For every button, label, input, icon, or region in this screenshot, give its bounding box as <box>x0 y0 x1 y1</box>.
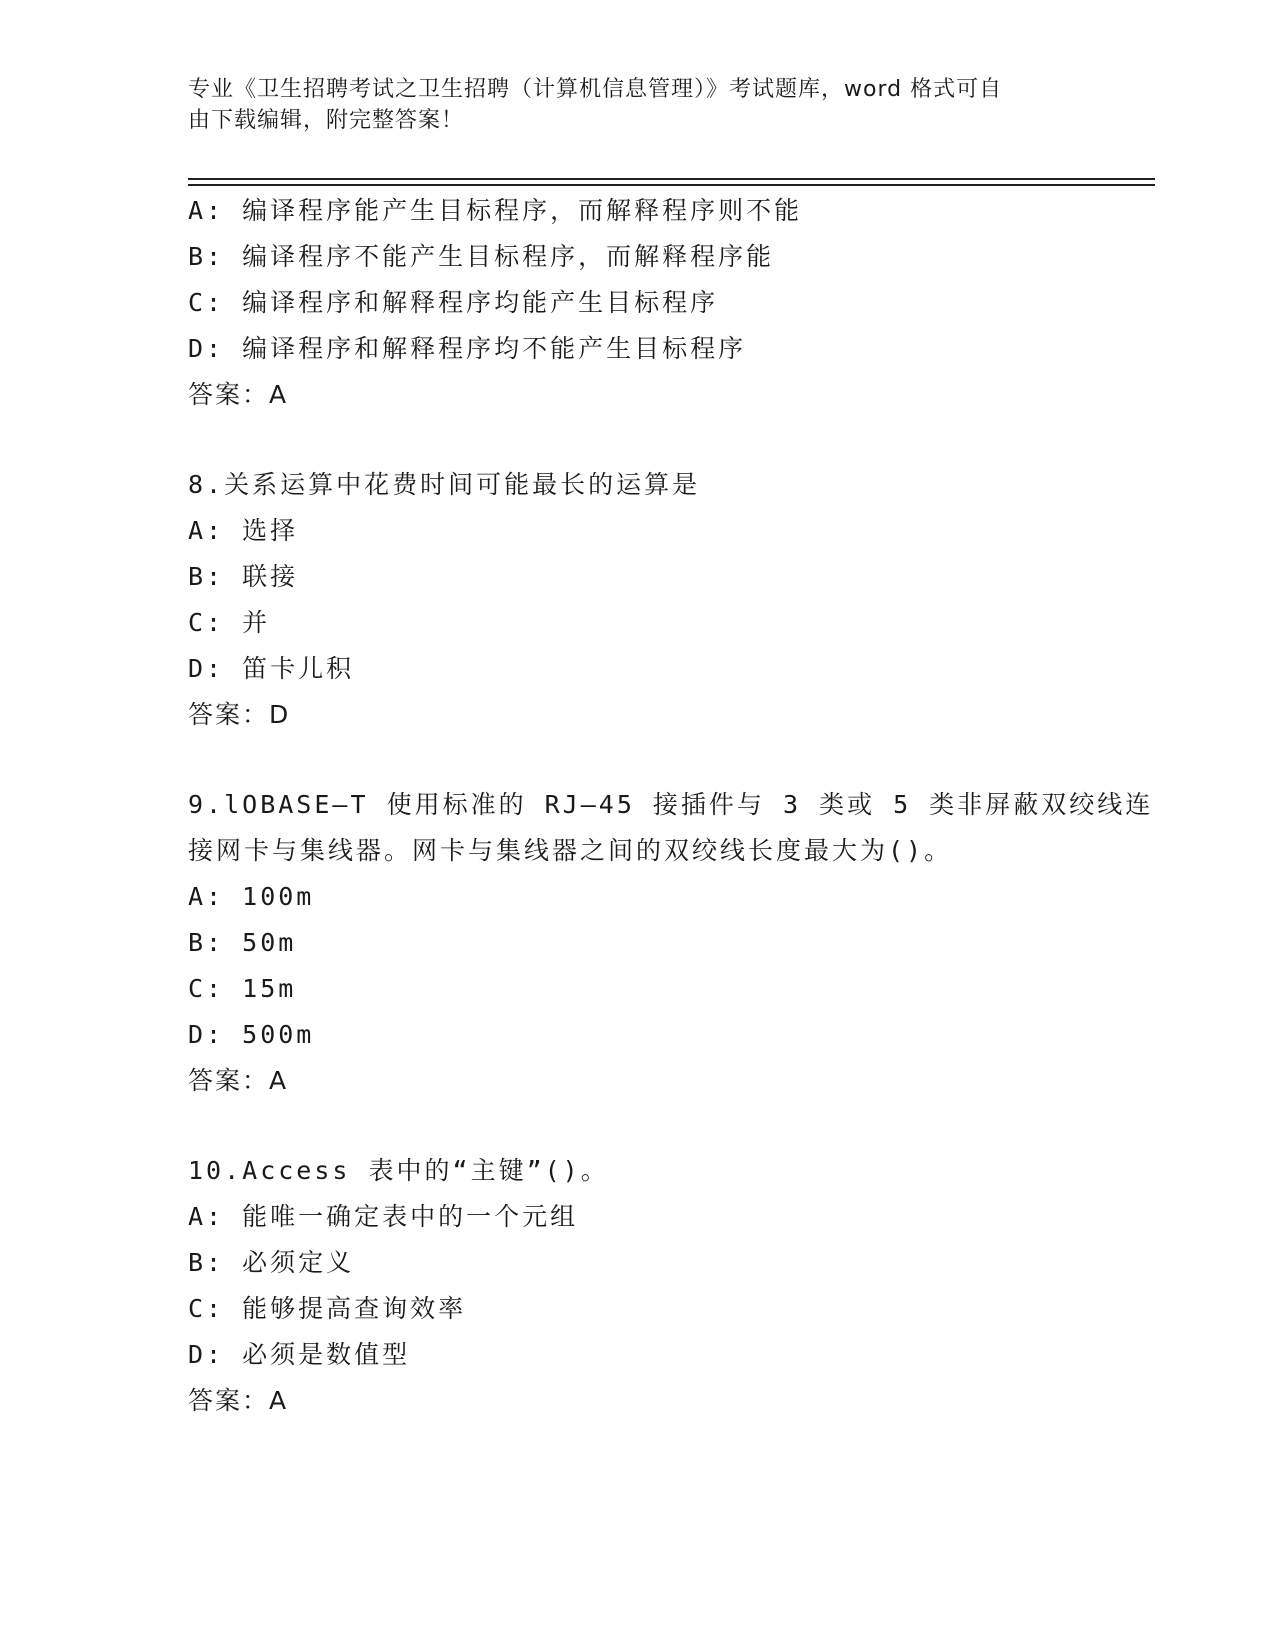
answer: 答案：A <box>188 380 289 409</box>
option-d: D: 500m <box>188 1020 315 1049</box>
option-a: A: 100m <box>188 882 315 911</box>
spacer <box>188 418 1088 462</box>
question-10 <box>188 1148 1088 1424</box>
header-line-2: 由下载编辑，附完整答案！ <box>188 108 465 133</box>
header-divider-bottom <box>188 184 1155 186</box>
option-a: A: 编译程序能产生目标程序，而解释程序则不能 <box>188 196 803 225</box>
question-text: 8.关系运算中花费时间可能最长的运算是 <box>188 470 701 499</box>
option-d: D: 编译程序和解释程序均不能产生目标程序 <box>188 334 747 363</box>
option-c: C: 编译程序和解释程序均能产生目标程序 <box>188 288 719 317</box>
question-text: 10.Access 表中的“主键”()。 <box>188 1156 609 1185</box>
question-text-line-1: 9.lOBASE—T 使用标准的 RJ—45 接插件与 3 类或 5 类非屏蔽双绞线连 <box>188 790 1154 819</box>
header-divider-top <box>188 178 1155 180</box>
question-text-line-2: 接网卡与集线器。网卡与集线器之间的双绞线长度最大为()。 <box>188 836 953 865</box>
question-9 <box>188 782 1154 1104</box>
question-7 <box>188 188 1088 418</box>
answer: 答案：A <box>188 1066 289 1095</box>
option-b: B: 50m <box>188 928 297 957</box>
question-list <box>188 188 1154 1424</box>
option-c: C: 能够提高查询效率 <box>188 1294 467 1323</box>
document-header <box>188 74 1068 136</box>
option-b: B: 编译程序不能产生目标程序，而解释程序能 <box>188 242 775 271</box>
answer: 答案：A <box>188 1386 289 1415</box>
option-b: B: 必须定义 <box>188 1248 355 1277</box>
option-c: C: 15m <box>188 974 297 1003</box>
option-a: A: 能唯一确定表中的一个元组 <box>188 1202 579 1231</box>
answer: 答案：D <box>188 700 291 729</box>
question-8 <box>188 462 1088 738</box>
header-line-1: 专业《卫生招聘考试之卫生招聘（计算机信息管理）》考试题库，word 格式可自 <box>188 77 1003 102</box>
option-d: D: 笛卡儿积 <box>188 654 355 683</box>
spacer <box>188 738 1088 782</box>
option-b: B: 联接 <box>188 562 299 591</box>
option-c: C: 并 <box>188 608 271 637</box>
option-a: A: 选择 <box>188 516 299 545</box>
spacer <box>188 1104 1088 1148</box>
option-d: D: 必须是数值型 <box>188 1340 411 1369</box>
